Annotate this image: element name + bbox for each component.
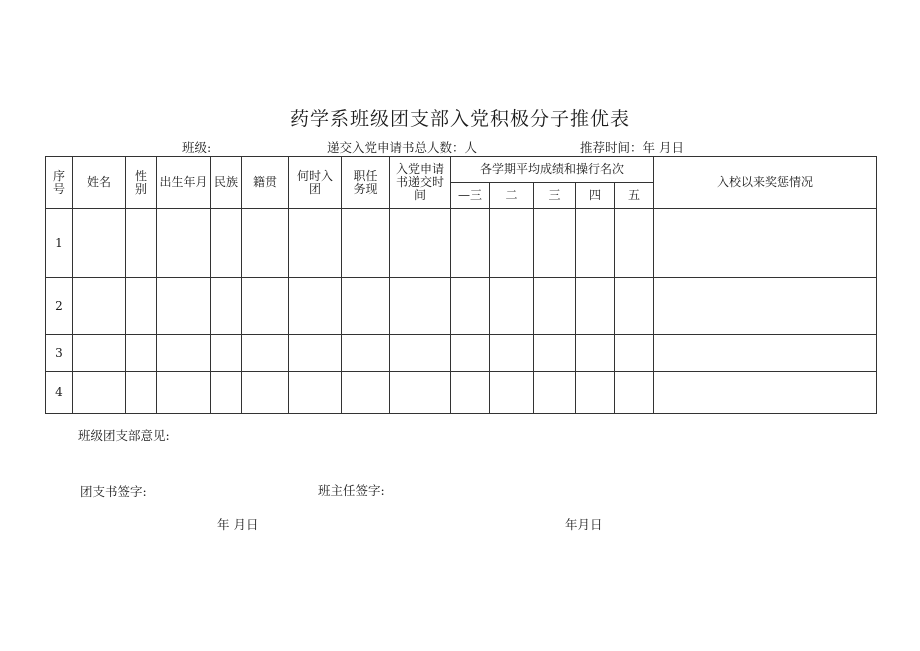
name-cell[interactable] xyxy=(73,209,126,278)
row-index: 3 xyxy=(46,335,73,372)
row-index: 1 xyxy=(46,209,73,278)
name-cell[interactable] xyxy=(73,335,126,372)
semester-5-cell[interactable] xyxy=(615,278,654,335)
gender-cell[interactable] xyxy=(126,372,157,414)
join-league-cell[interactable] xyxy=(289,209,342,278)
header-semester-1: —三 xyxy=(451,183,490,209)
header-ethnicity: 民族 xyxy=(211,157,242,209)
birth-cell[interactable] xyxy=(157,335,211,372)
date-right: 年月日 xyxy=(565,517,603,532)
semester-2-cell[interactable] xyxy=(490,335,534,372)
header-name: 姓名 xyxy=(73,157,126,209)
name-cell[interactable] xyxy=(73,372,126,414)
header-row-top xyxy=(46,157,877,183)
semester-1-cell[interactable] xyxy=(451,209,490,278)
league-opinion-label: 班级团支部意见: xyxy=(78,428,170,443)
gender-cell[interactable] xyxy=(126,278,157,335)
semester-3-cell[interactable] xyxy=(534,335,576,372)
awards-cell[interactable] xyxy=(654,278,877,335)
join-league-cell[interactable] xyxy=(289,335,342,372)
teacher-sign-label: 班主任签字: xyxy=(318,483,385,498)
gender-cell[interactable] xyxy=(126,209,157,278)
header-gender: 性别 xyxy=(126,157,157,209)
semester-3-cell[interactable] xyxy=(534,209,576,278)
awards-cell[interactable] xyxy=(654,209,877,278)
birth-cell[interactable] xyxy=(157,372,211,414)
header-grades-group: 各学期平均成绩和操行名次 xyxy=(451,157,654,183)
gender-cell[interactable] xyxy=(126,335,157,372)
semester-2-cell[interactable] xyxy=(490,278,534,335)
ethnicity-cell[interactable] xyxy=(211,278,242,335)
semester-1-cell[interactable] xyxy=(451,335,490,372)
secretary-sign-label: 团支书签字: xyxy=(80,484,147,499)
semester-5-cell[interactable] xyxy=(615,209,654,278)
birth-cell[interactable] xyxy=(157,278,211,335)
position-cell[interactable] xyxy=(342,278,390,335)
header-join-league: 何时入团 xyxy=(289,157,342,209)
header-semester-5: 五 xyxy=(615,183,654,209)
semester-3-cell[interactable] xyxy=(534,278,576,335)
table-row xyxy=(46,209,877,278)
header-index: 序号 xyxy=(46,157,73,209)
application-time-cell[interactable] xyxy=(390,335,451,372)
ethnicity-cell[interactable] xyxy=(211,372,242,414)
semester-5-cell[interactable] xyxy=(615,372,654,414)
table-row xyxy=(46,278,877,335)
native-place-cell[interactable] xyxy=(242,335,289,372)
birth-cell[interactable] xyxy=(157,209,211,278)
date-left: 年 月日 xyxy=(217,517,259,532)
position-cell[interactable] xyxy=(342,209,390,278)
semester-2-cell[interactable] xyxy=(490,209,534,278)
header-awards: 入校以来奖惩情况 xyxy=(654,157,877,209)
header-semester-4: 四 xyxy=(576,183,615,209)
position-cell[interactable] xyxy=(342,372,390,414)
name-cell[interactable] xyxy=(73,278,126,335)
semester-4-cell[interactable] xyxy=(576,278,615,335)
application-time-cell[interactable] xyxy=(390,209,451,278)
awards-cell[interactable] xyxy=(654,335,877,372)
application-time-cell[interactable] xyxy=(390,372,451,414)
join-league-cell[interactable] xyxy=(289,278,342,335)
semester-1-cell[interactable] xyxy=(451,278,490,335)
semester-2-cell[interactable] xyxy=(490,372,534,414)
header-semester-2: 二 xyxy=(490,183,534,209)
awards-cell[interactable] xyxy=(654,372,877,414)
header-native-place: 籍贯 xyxy=(242,157,289,209)
header-position: 职任务现 xyxy=(342,157,390,209)
form-title: 药学系班级团支部入党积极分子推优表 xyxy=(289,108,630,130)
recommendation-table xyxy=(45,156,877,414)
row-index: 2 xyxy=(46,278,73,335)
recommend-time-label: 推荐时间：年 月日 xyxy=(580,140,684,155)
ethnicity-cell[interactable] xyxy=(211,209,242,278)
header-birth: 出生年月 xyxy=(157,157,211,209)
class-label: 班级: xyxy=(182,140,212,155)
ethnicity-cell[interactable] xyxy=(211,335,242,372)
semester-1-cell[interactable] xyxy=(451,372,490,414)
native-place-cell[interactable] xyxy=(242,372,289,414)
application-time-cell[interactable] xyxy=(390,278,451,335)
table-row xyxy=(46,335,877,372)
native-place-cell[interactable] xyxy=(242,278,289,335)
position-cell[interactable] xyxy=(342,335,390,372)
join-league-cell[interactable] xyxy=(289,372,342,414)
header-application-time: 入党申请书递交时间 xyxy=(390,157,451,209)
native-place-cell[interactable] xyxy=(242,209,289,278)
semester-4-cell[interactable] xyxy=(576,372,615,414)
table-row xyxy=(46,372,877,414)
semester-5-cell[interactable] xyxy=(615,335,654,372)
submitted-count-label: 递交入党申请书总人数：人 xyxy=(327,140,478,155)
semester-4-cell[interactable] xyxy=(576,209,615,278)
semester-3-cell[interactable] xyxy=(534,372,576,414)
row-index: 4 xyxy=(46,372,73,414)
header-semester-3: 三 xyxy=(534,183,576,209)
semester-4-cell[interactable] xyxy=(576,335,615,372)
